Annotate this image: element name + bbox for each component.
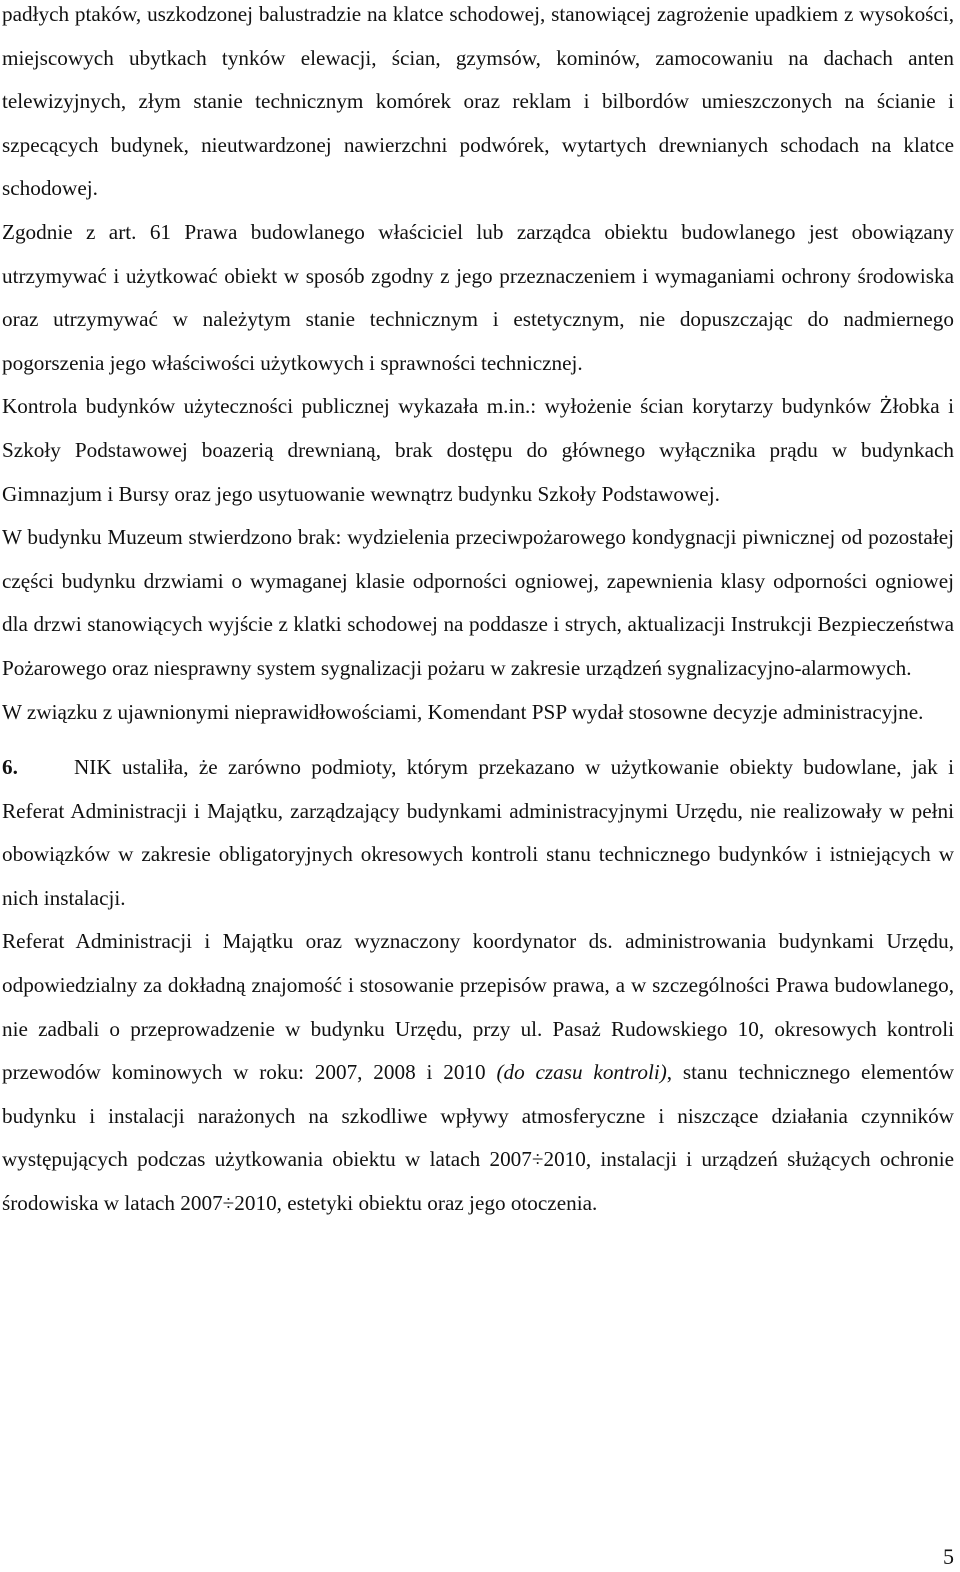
- paragraph-referat-part-a: Referat Administracji i Majątku oraz wyznaczony koordynator ds. administrowania budynkami Urzędu, odpowiedzialny za dokładną znajomość i stosowanie przepisów prawa, a w szczególności Prawa budowlanego, nie zadbali o przeprowadzenie w budynku Urzędu, przy ul. Pasaż Rudowskiego 10, okresowych kontroli przewodów kominowych w roku: 2007, 2008 i 2010: [2, 929, 954, 1085]
- section-number: 6.: [2, 755, 18, 780]
- paragraph-referat-part-b: , stanu technicznego elementów budynku i instalacji narażonych na szkodliwe wpływy atmosferyczne i niszczące działania czynników występujących podczas użytkowania obiektu w latach 2007÷2010, instalacji i urządzeń służących ochronie środowiska w latach 2007÷2010, estetyki obiektu oraz jego otoczenia.: [2, 1060, 954, 1216]
- paragraph-public-buildings: Kontrola budynków użyteczności publicznej wykazała m.in.: wyłożenie ścian korytarzy budynków Żłobka i Szkoły Podstawowej boazerią drewnianą, brak dostępu do głównego wyłącznika prądu w budynkach Gimnazjum i Bursy oraz jego usytuowanie wewnątrz budynku Szkoły Podstawowej.: [2, 394, 954, 506]
- paragraph-museum: W budynku Muzeum stwierdzono brak: wydzielenia przeciwpożarowego kondygnacji piwnicznej od pozostałej części budynku drzwiami o wymaganej klasie odporności ogniowej, zapewnienia klasy odporności ogniowej dla drzwi stanowiących wyjście z klatki schodowej na poddasze i strych, aktualizacji Instrukcji Bezpieczeństwa Pożarowego oraz niesprawny system sygnalizacji pożaru w zakresie urządzeń sygnalizacyjno-alarmowych.: [2, 525, 954, 680]
- paragraph-spacer: [2, 734, 954, 746]
- paragraph-referat: [2, 920, 954, 1225]
- paragraph-psp-decisions: W związku z ujawnionymi nieprawidłowościami, Komendant PSP wydał stosowne decyzje administracyjne.: [2, 699, 924, 724]
- paragraph-referat-italic: (do czasu kontroli): [496, 1060, 667, 1085]
- paragraph-nik-text: NIK ustaliła, że zarówno podmioty, którym przekazano w użytkowanie obiekty budowlane, jak i Referat Administracji i Majątku, zarządzający budynkami administracyjnymi Urzędu, nie realizowały w pełni obowiązków w zakresie obligatoryjnych okresowych kontroli stanu technicznego budynków i istniejących w nich instalacji.: [2, 755, 954, 910]
- page-number: 5: [943, 1544, 954, 1569]
- paragraph-art-61: Zgodnie z art. 61 Prawa budowlanego właściciel lub zarządca obiektu budowlanego jest obowiązany utrzymywać i użytkować obiekt w sposób zgodny z jego przeznaczeniem i wymaganiami ochrony środowiska oraz utrzymywać w należytym stanie technicznym i estetycznym, nie dopuszczając do nadmiernego pogorszenia jego właściwości użytkowych i sprawności technicznej.: [2, 219, 954, 375]
- document-body: [2, 0, 954, 1226]
- paragraph-nik-findings: [2, 746, 954, 920]
- paragraph-building-defects: padłych ptaków, uszkodzonej balustradzie na klatce schodowej, stanowiącej zagrożenie upadkiem z wysokości, miejscowych ubytkach tynków elewacji, ścian, gzymsów, kominów, zamocowaniu na dachach anten telewizyjnych, złym stanie technicznym komórek oraz reklam i bilbordów umieszczonych na ścianie i szpecących budynek, nieutwardzonej nawierzchni podwórek, wytartych drewnianych schodach na klatce schodowej.: [2, 2, 954, 201]
